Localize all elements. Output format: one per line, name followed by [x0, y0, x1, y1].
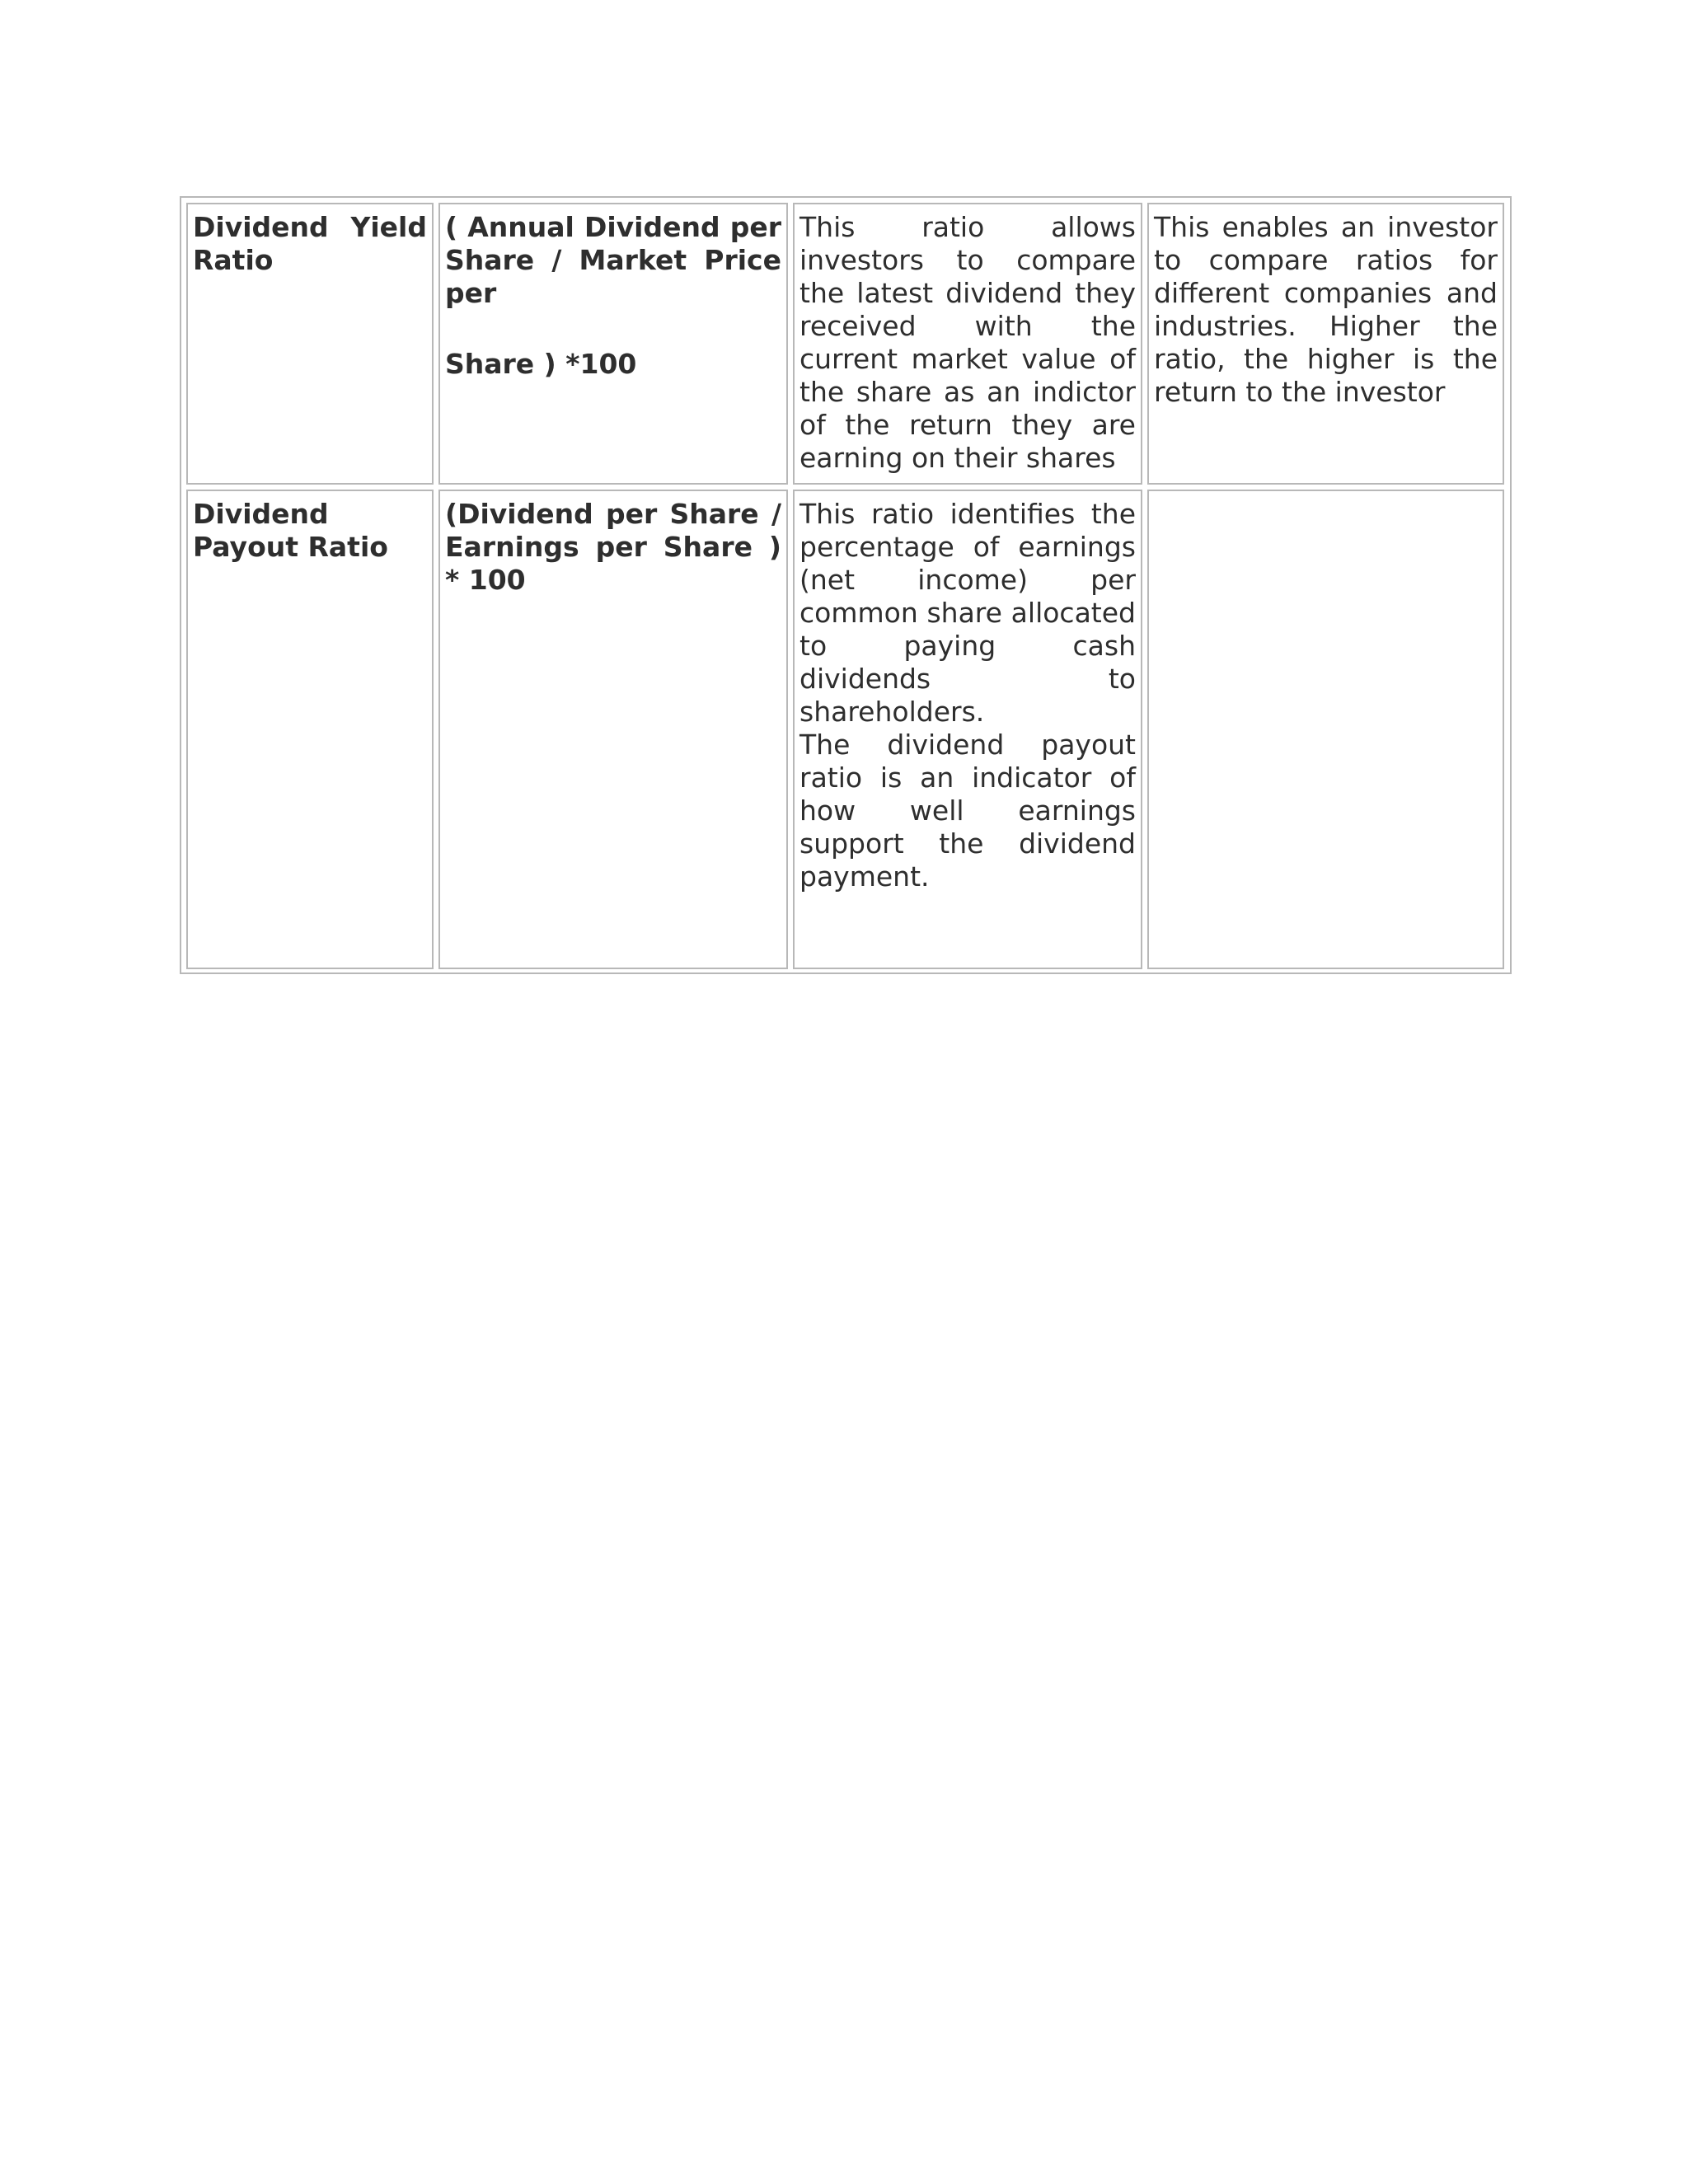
description-text: The dividend payout ratio is an indicator of how well earnings support the dividend payment. [799, 729, 1136, 893]
ratio-name: Dividend Payout Ratio [193, 498, 388, 563]
interpretation-cell [1147, 203, 1504, 485]
ratio-name-cell [186, 203, 434, 485]
ratio-name-cell [186, 490, 434, 969]
description-text: This ratio allows investors to compare the latest dividend they received with the current market value of the share as an indictor of the return they are earning on their shares [799, 211, 1136, 474]
description-cell [793, 490, 1142, 969]
ratio-name: Dividend Yield Ratio [193, 211, 427, 276]
interpretation-text: This enables an investor to compare ratios for different companies and industries. Higher the ratio, the higher is the return to the investor [1154, 211, 1498, 408]
formula-line: ( Annual Dividend per Share / Market Price per [445, 211, 781, 309]
formula-cell [438, 203, 788, 485]
formula-line: (Dividend per Share / Earnings per Share ) * 100 [445, 498, 781, 596]
formula-cell [438, 490, 788, 969]
description-text: This ratio identifies the percentage of earnings (net income) per common share allocated to paying cash dividends to shareholders. [799, 498, 1136, 728]
formula-line: Share ) *100 [445, 348, 637, 380]
interpretation-cell [1147, 490, 1504, 969]
description-cell [793, 203, 1142, 485]
formula-gap [445, 310, 781, 348]
